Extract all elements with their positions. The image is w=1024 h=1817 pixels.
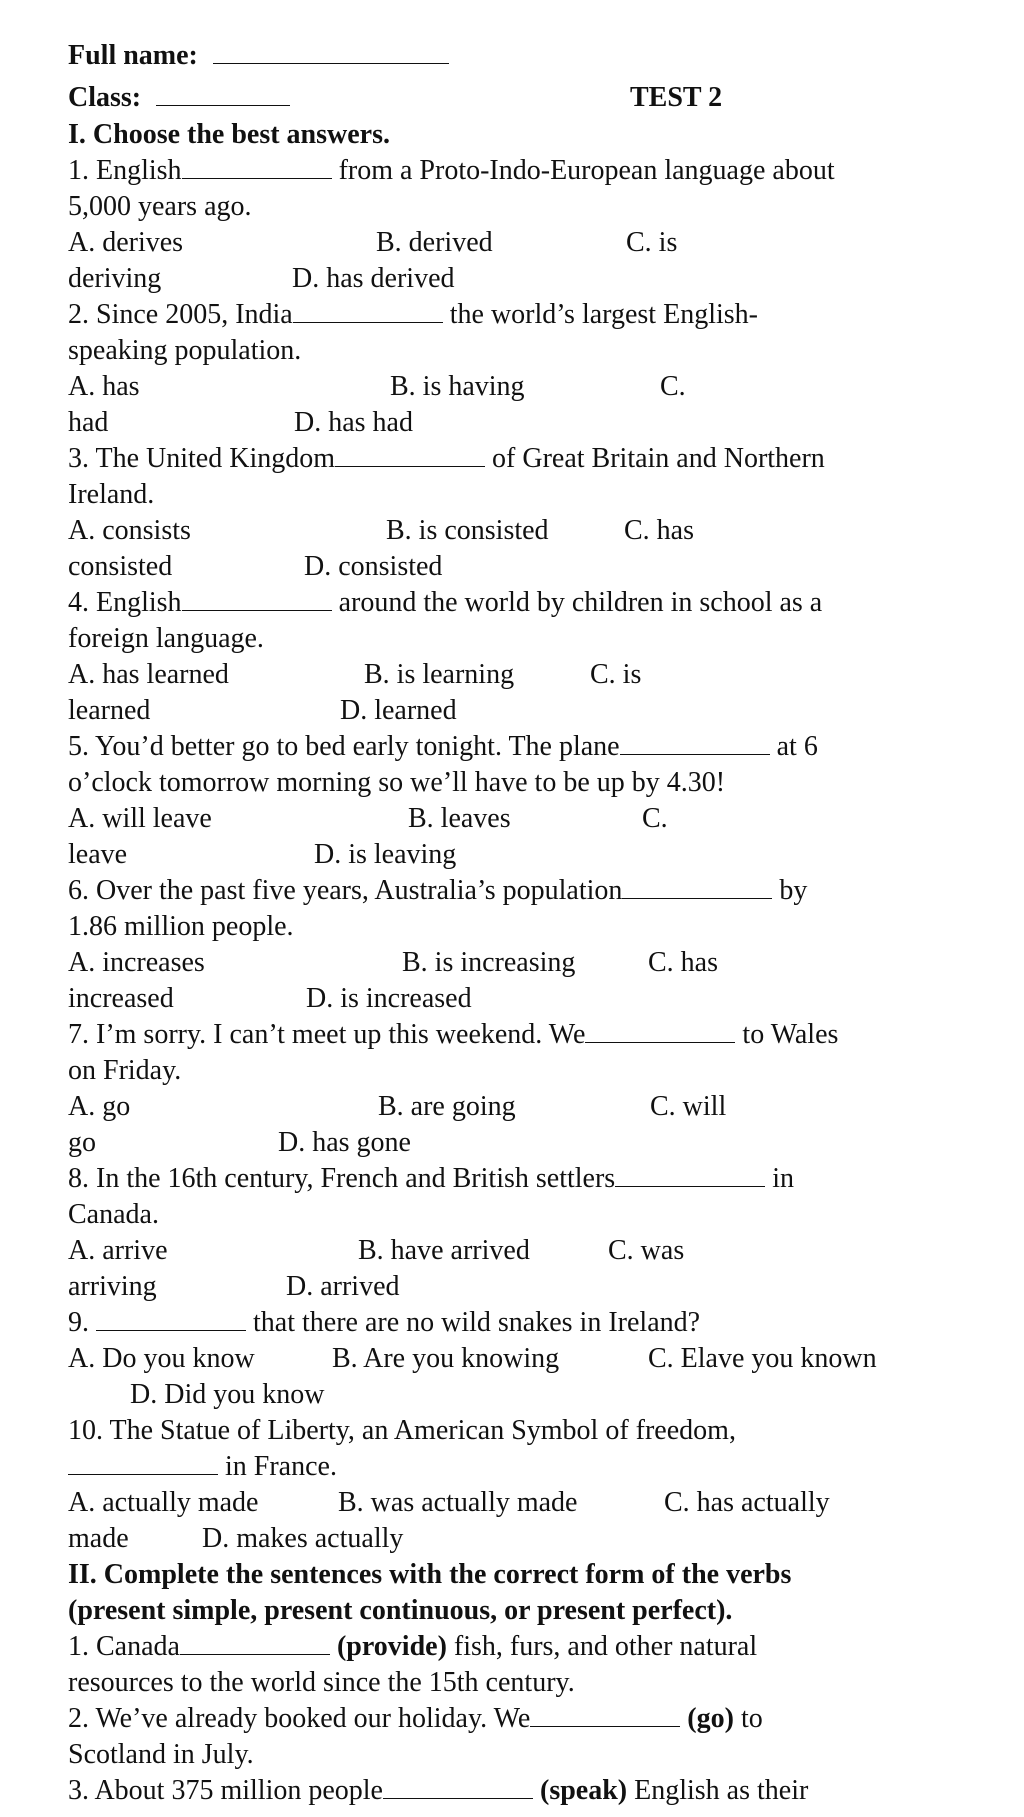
section-2-subheading: (present simple, present continuous, or present perfect).	[68, 1595, 733, 1626]
question-text: to	[740, 1703, 763, 1734]
option-c[interactable]: C. has	[624, 515, 694, 546]
option-c[interactable]: C. will	[650, 1091, 727, 1122]
answer-blank[interactable]	[68, 1452, 218, 1475]
class-row	[68, 80, 290, 116]
question-6-stem	[68, 873, 807, 909]
option-a[interactable]: A. arrive	[68, 1235, 168, 1266]
option-d[interactable]: D. learned	[340, 695, 457, 726]
question-text: I’m sorry. I can’t meet up this weekend. We	[96, 1019, 586, 1050]
option-c[interactable]: C. was	[608, 1235, 685, 1266]
option-c-cont[interactable]: leave	[68, 839, 128, 870]
option-b[interactable]: B. leaves	[408, 803, 511, 834]
option-d[interactable]: D. makes actually	[202, 1523, 404, 1554]
question-7-stem	[68, 1017, 838, 1053]
option-c[interactable]: C. has actually	[664, 1487, 830, 1518]
option-d[interactable]: D. arrived	[286, 1271, 400, 1302]
full-name-row	[68, 38, 449, 74]
question-9-stem	[68, 1305, 700, 1341]
answer-blank[interactable]	[182, 588, 332, 611]
answer-blank[interactable]	[383, 1776, 533, 1799]
option-b[interactable]: B. Are you knowing	[332, 1343, 560, 1374]
question-text: The United Kingdom	[95, 443, 336, 474]
question-4-stem	[68, 585, 822, 621]
option-b[interactable]: B. is having	[390, 371, 525, 402]
option-c-cont[interactable]: increased	[68, 983, 174, 1014]
question-text: English	[96, 155, 182, 186]
question-text: in France.	[225, 1451, 337, 1482]
question-3-cont: Ireland.	[68, 479, 155, 510]
question-text: 2. We’ve already booked our holiday. We	[68, 1703, 531, 1734]
question-5-stem	[68, 729, 818, 765]
question-1-stem	[68, 153, 835, 189]
answer-blank[interactable]	[622, 876, 772, 899]
option-c-cont[interactable]: learned	[68, 695, 151, 726]
option-c-cont[interactable]: arriving	[68, 1271, 157, 1302]
option-a[interactable]: A. increases	[68, 947, 205, 978]
question-text: by	[779, 875, 808, 906]
full-name-label: Full name:	[68, 40, 198, 71]
option-d[interactable]: D. has had	[294, 407, 413, 438]
option-a[interactable]: A. will leave	[68, 803, 212, 834]
question-number: 7.	[68, 1019, 89, 1050]
question-number: 1.	[68, 155, 89, 186]
answer-blank[interactable]	[530, 1704, 680, 1727]
option-c[interactable]: C.	[660, 371, 686, 402]
question-text: 1. Canada	[68, 1631, 180, 1662]
exercise-1-cont: resources to the world since the 15th century.	[68, 1667, 575, 1698]
question-text: 3. About 375 million people	[68, 1775, 383, 1806]
question-number: 5.	[68, 731, 89, 762]
option-c[interactable]: C.	[642, 803, 668, 834]
question-text: from a Proto-Indo-European language about	[338, 155, 835, 186]
question-text: that there are no wild snakes in Ireland?	[253, 1307, 701, 1338]
exercise-3-stem	[68, 1773, 808, 1809]
question-number: 9.	[68, 1307, 89, 1338]
option-d[interactable]: D. has gone	[278, 1127, 411, 1158]
option-a[interactable]: A. derives	[68, 227, 184, 258]
option-b[interactable]: B. is increasing	[402, 947, 576, 978]
question-text: In the 16th century, French and British settlers	[96, 1163, 616, 1194]
option-b[interactable]: B. is consisted	[386, 515, 549, 546]
option-b[interactable]: B. are going	[378, 1091, 516, 1122]
question-8-stem	[68, 1161, 794, 1197]
option-d[interactable]: D. Did you know	[130, 1379, 325, 1410]
question-text: around the world by children in school as a	[338, 587, 823, 618]
option-a[interactable]: A. Do you know	[68, 1343, 255, 1374]
question-4-cont: foreign language.	[68, 623, 264, 654]
option-c[interactable]: C. has	[648, 947, 718, 978]
exercise-2-cont: Scotland in July.	[68, 1739, 254, 1770]
option-c-cont[interactable]: go	[68, 1127, 96, 1158]
verb-hint: (speak)	[540, 1775, 628, 1806]
question-text: English as their	[634, 1775, 809, 1806]
option-a[interactable]: A. has learned	[68, 659, 229, 690]
question-8-cont: Canada.	[68, 1199, 159, 1230]
question-text: fish, furs, and other natural	[453, 1631, 758, 1662]
question-text: the world’s largest English-	[449, 299, 758, 330]
option-c-cont[interactable]: deriving	[68, 263, 162, 294]
option-c[interactable]: C. Elave you known	[648, 1343, 877, 1374]
question-text: at 6	[776, 731, 818, 762]
answer-blank[interactable]	[180, 1632, 330, 1655]
option-a[interactable]: A. actually made	[68, 1487, 259, 1518]
option-b[interactable]: B. have arrived	[358, 1235, 530, 1266]
question-text: Over the past five years, Australia’s population	[96, 875, 623, 906]
exercise-2-stem	[68, 1701, 763, 1737]
section-1-heading: I. Choose the best answers.	[68, 119, 390, 150]
question-3-stem	[68, 441, 825, 477]
option-c-cont[interactable]: consisted	[68, 551, 173, 582]
option-d[interactable]: D. consisted	[304, 551, 443, 582]
option-a[interactable]: A. has	[68, 371, 140, 402]
option-b[interactable]: B. derived	[376, 227, 493, 258]
question-5-cont: o’clock tomorrow morning so we’ll have to be up by 4.30!	[68, 767, 726, 798]
question-text: of Great Britain and Northern	[492, 443, 825, 474]
option-c-cont[interactable]: made	[68, 1523, 129, 1554]
question-2-stem	[68, 297, 758, 333]
question-number: 4.	[68, 587, 89, 618]
answer-blank[interactable]	[96, 1308, 246, 1331]
verb-hint: (go)	[687, 1703, 734, 1734]
question-text: to Wales	[742, 1019, 839, 1050]
verb-hint: (provide)	[336, 1631, 447, 1662]
test-title: TEST 2	[630, 82, 723, 113]
option-d[interactable]: D. has derived	[292, 263, 455, 294]
question-text: You’d better go to bed early tonight. The plane	[94, 731, 620, 762]
answer-blank[interactable]	[182, 156, 332, 179]
question-text: English	[96, 587, 182, 618]
answer-blank[interactable]	[620, 732, 770, 755]
section-2-heading: II. Complete the sentences with the correct form of the verbs	[68, 1559, 792, 1590]
answer-blank[interactable]	[615, 1164, 765, 1187]
option-a[interactable]: A. consists	[68, 515, 191, 546]
question-2-cont: speaking population.	[68, 335, 302, 366]
answer-blank[interactable]	[335, 444, 485, 467]
question-10-stem: 10. The Statue of Liberty, an American Symbol of freedom,	[68, 1415, 736, 1446]
option-b[interactable]: B. is learning	[364, 659, 515, 690]
option-c-cont[interactable]: had	[68, 407, 109, 438]
question-number: 6.	[68, 875, 89, 906]
option-d[interactable]: D. is increased	[306, 983, 472, 1014]
question-text: in	[772, 1163, 794, 1194]
option-c[interactable]: C. is	[626, 227, 678, 258]
question-1-cont: 5,000 years ago.	[68, 191, 252, 222]
question-10-cont	[68, 1449, 337, 1485]
class-blank[interactable]	[156, 83, 290, 106]
option-d[interactable]: D. is leaving	[314, 839, 457, 870]
question-7-cont: on Friday.	[68, 1055, 182, 1086]
question-number: 3.	[68, 443, 89, 474]
question-number: 2.	[68, 299, 89, 330]
class-label: Class:	[68, 82, 142, 113]
answer-blank[interactable]	[585, 1020, 735, 1043]
option-b[interactable]: B. was actually made	[338, 1487, 578, 1518]
option-c[interactable]: C. is	[590, 659, 642, 690]
exercise-1-stem	[68, 1629, 757, 1665]
question-number: 8.	[68, 1163, 89, 1194]
answer-blank[interactable]	[293, 300, 443, 323]
question-6-cont: 1.86 million people.	[68, 911, 294, 942]
question-text: Since 2005, India	[96, 299, 293, 330]
full-name-blank[interactable]	[213, 41, 449, 64]
option-a[interactable]: A. go	[68, 1091, 131, 1122]
